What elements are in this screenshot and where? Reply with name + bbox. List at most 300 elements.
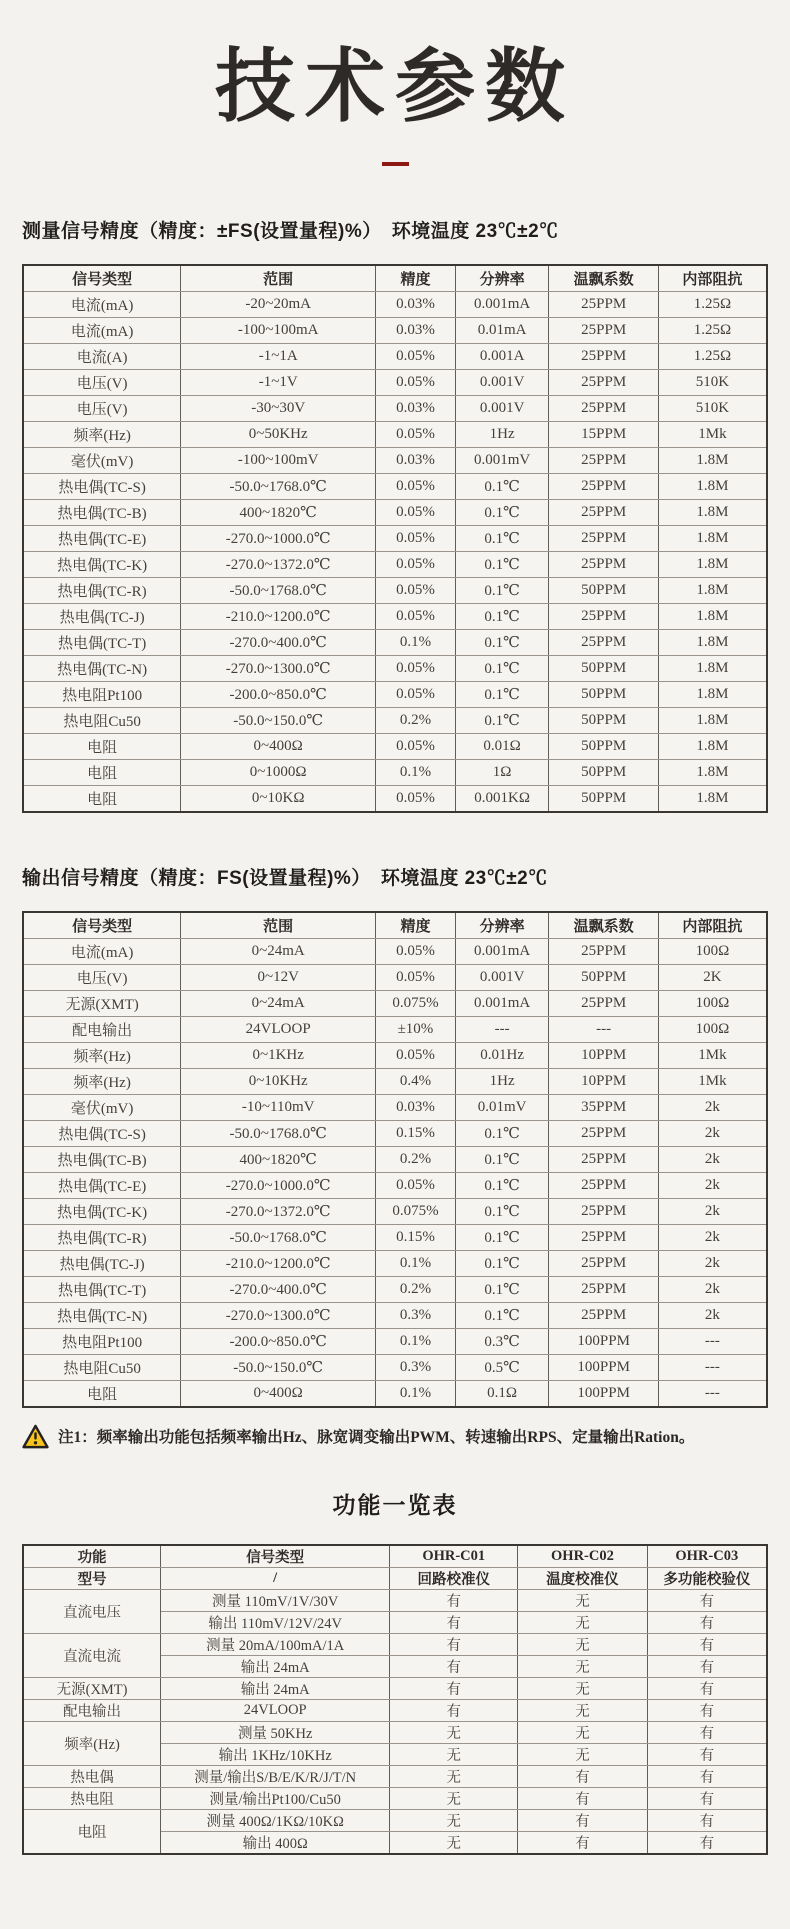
table-cell: 0.1% <box>376 629 456 655</box>
table-cell: 400~1820℃ <box>181 1146 376 1172</box>
table-row <box>23 938 767 964</box>
column-header: 温飘系数 <box>549 265 658 292</box>
table-cell: 25PPM <box>549 473 658 499</box>
table-cell: 测量 400Ω/1KΩ/10KΩ <box>161 1809 390 1831</box>
table-cell: 0.05% <box>376 681 456 707</box>
table-cell: 毫伏(mV) <box>23 1094 181 1120</box>
table-cell: 0.1℃ <box>455 1146 549 1172</box>
table-cell: 0.1℃ <box>455 1250 549 1276</box>
table-cell: 0.15% <box>376 1120 456 1146</box>
table-row <box>23 1787 767 1809</box>
table-cell: 1.8M <box>658 655 767 681</box>
table-row <box>23 655 767 681</box>
table-row <box>23 473 767 499</box>
table-cell: 100Ω <box>658 990 767 1016</box>
table-cell: 2K <box>658 964 767 990</box>
table-cell: 0~24mA <box>181 990 376 1016</box>
column-header: 内部阻抗 <box>658 265 767 292</box>
table-cell: 1Mk <box>658 421 767 447</box>
table-cell: 0.1℃ <box>455 629 549 655</box>
table-cell: 50PPM <box>549 655 658 681</box>
warning-triangle-icon <box>22 1424 49 1449</box>
table-cell: 0.001mA <box>455 938 549 964</box>
column-header: 信号类型 <box>23 912 181 939</box>
table-cell: -270.0~1000.0℃ <box>181 1172 376 1198</box>
table-cell: 100PPM <box>549 1328 658 1354</box>
column-header: 精度 <box>376 265 456 292</box>
table-cell: -50.0~1768.0℃ <box>181 577 376 603</box>
table-cell: -270.0~400.0℃ <box>181 1276 376 1302</box>
table-cell: 1Hz <box>455 421 549 447</box>
table-cell: 有 <box>647 1721 767 1743</box>
table-cell: 50PPM <box>549 681 658 707</box>
table-cell: 热电偶(TC-E) <box>23 1172 181 1198</box>
table-cell: 10PPM <box>549 1042 658 1068</box>
table-cell: 有 <box>647 1699 767 1721</box>
table-cell: 无 <box>518 1677 647 1699</box>
table-cell: 0.1℃ <box>455 655 549 681</box>
table-cell: 无 <box>518 1721 647 1743</box>
table-cell: 0.1℃ <box>455 707 549 733</box>
column-header: 信号类型 <box>23 265 181 292</box>
table-cell: 0.001V <box>455 964 549 990</box>
table-cell: 0.1℃ <box>455 1302 549 1328</box>
table-cell: 25PPM <box>549 551 658 577</box>
table-cell: 0.03% <box>376 1094 456 1120</box>
table-cell: 2k <box>658 1250 767 1276</box>
table-cell: 0.05% <box>376 577 456 603</box>
table-cell: 0.05% <box>376 964 456 990</box>
table-cell: 有 <box>390 1699 518 1721</box>
table-cell: 有 <box>647 1809 767 1831</box>
table-row <box>23 1094 767 1120</box>
table-cell: 热电偶(TC-E) <box>23 525 181 551</box>
header-row <box>23 912 767 939</box>
table-cell: ±10% <box>376 1016 456 1042</box>
table-cell: 1.8M <box>658 551 767 577</box>
table-row <box>23 1302 767 1328</box>
table-cell: 频率(Hz) <box>23 1068 181 1094</box>
column-header: OHR-C02 <box>518 1545 647 1568</box>
table-cell: 0.03% <box>376 447 456 473</box>
table-cell: 0.05% <box>376 785 456 812</box>
table-cell: 0.001mA <box>455 291 549 317</box>
table-cell: 测量 20mA/100mA/1A <box>161 1633 390 1655</box>
table-cell: 电压(V) <box>23 395 181 421</box>
table-cell: 25PPM <box>549 499 658 525</box>
column-header: 分辨率 <box>455 912 549 939</box>
table-cell: -200.0~850.0℃ <box>181 1328 376 1354</box>
table-cell: 0.3% <box>376 1354 456 1380</box>
table-cell: 50PPM <box>549 707 658 733</box>
table-cell: 有 <box>390 1589 518 1611</box>
table-row <box>23 1567 767 1589</box>
table-cell: 有 <box>647 1743 767 1765</box>
table-row <box>23 525 767 551</box>
table-cell: 无 <box>390 1787 518 1809</box>
table-cell: 0.15% <box>376 1224 456 1250</box>
table-cell: --- <box>658 1380 767 1407</box>
column-header: 功能 <box>23 1545 161 1568</box>
table-row <box>23 733 767 759</box>
table-cell: 热电偶 <box>23 1765 161 1787</box>
table-cell: 热电偶(TC-J) <box>23 603 181 629</box>
table-cell: 频率(Hz) <box>23 1042 181 1068</box>
column-header: 范围 <box>181 912 376 939</box>
table-cell: 50PPM <box>549 759 658 785</box>
table-cell: 10PPM <box>549 1068 658 1094</box>
table-cell: 0.05% <box>376 733 456 759</box>
table-cell: -210.0~1200.0℃ <box>181 603 376 629</box>
table-cell: 2k <box>658 1146 767 1172</box>
table-cell: 电流(mA) <box>23 317 181 343</box>
table-cell: -270.0~1372.0℃ <box>181 1198 376 1224</box>
table-cell: 热电偶(TC-J) <box>23 1250 181 1276</box>
table-cell: 有 <box>647 1677 767 1699</box>
table-row <box>23 990 767 1016</box>
table-cell: 0.075% <box>376 1198 456 1224</box>
table-cell: 15PPM <box>549 421 658 447</box>
table-row <box>23 1016 767 1042</box>
table-cell: 25PPM <box>549 317 658 343</box>
table-cell: 0~24mA <box>181 938 376 964</box>
table-cell: -100~100mV <box>181 447 376 473</box>
table-cell: 热电偶(TC-N) <box>23 1302 181 1328</box>
column-header: 精度 <box>376 912 456 939</box>
table-cell: 输出 24mA <box>161 1677 390 1699</box>
table-cell: 100PPM <box>549 1354 658 1380</box>
table-cell: 0.001V <box>455 369 549 395</box>
table-cell: 热电偶(TC-T) <box>23 1276 181 1302</box>
table-cell: 电阻 <box>23 733 181 759</box>
table-cell: 1.8M <box>658 499 767 525</box>
table-row <box>23 1765 767 1787</box>
table-cell: 1.8M <box>658 577 767 603</box>
table-cell: 0.1℃ <box>455 473 549 499</box>
table-cell: 热电偶(TC-S) <box>23 1120 181 1146</box>
table-cell: 50PPM <box>549 577 658 603</box>
table-cell: -210.0~1200.0℃ <box>181 1250 376 1276</box>
table-cell: 25PPM <box>549 938 658 964</box>
table-cell: 有 <box>647 1787 767 1809</box>
table-cell: 无 <box>518 1699 647 1721</box>
table-row <box>23 1328 767 1354</box>
table-cell: 0.1℃ <box>455 1276 549 1302</box>
table-cell: 35PPM <box>549 1094 658 1120</box>
table-cell: 0.05% <box>376 499 456 525</box>
table-row <box>23 1224 767 1250</box>
table-cell: 输出 400Ω <box>161 1831 390 1854</box>
table-cell: 测量/输出Pt100/Cu50 <box>161 1787 390 1809</box>
table-cell: --- <box>658 1328 767 1354</box>
page-title: 技术参数 <box>215 42 575 131</box>
table-cell: 热电偶(TC-T) <box>23 629 181 655</box>
table-cell: 24VLOOP <box>181 1016 376 1042</box>
table-cell: 0.03% <box>376 317 456 343</box>
table-cell: 有 <box>390 1677 518 1699</box>
table-cell: 0.05% <box>376 938 456 964</box>
table-cell: 0.1℃ <box>455 1198 549 1224</box>
table-row <box>23 1633 767 1655</box>
table-cell: --- <box>549 1016 658 1042</box>
table-cell: 热电偶(TC-R) <box>23 1224 181 1250</box>
table-cell: 50PPM <box>549 964 658 990</box>
column-header: 内部阻抗 <box>658 912 767 939</box>
column-header: 范围 <box>181 265 376 292</box>
table-cell: -270.0~1000.0℃ <box>181 525 376 551</box>
table-cell: 2k <box>658 1172 767 1198</box>
table-row <box>23 1146 767 1172</box>
table-cell: -50.0~150.0℃ <box>181 1354 376 1380</box>
table-cell: 1.25Ω <box>658 317 767 343</box>
table-cell: 1Hz <box>455 1068 549 1094</box>
table-cell: 0.1% <box>376 1250 456 1276</box>
table-cell: 0~1000Ω <box>181 759 376 785</box>
table-row <box>23 785 767 812</box>
table-row <box>23 1380 767 1407</box>
table-cell: 25PPM <box>549 525 658 551</box>
table-cell: -270.0~1300.0℃ <box>181 655 376 681</box>
table-cell: 0.1℃ <box>455 499 549 525</box>
table-cell: 频率(Hz) <box>23 1721 161 1765</box>
table-cell: 25PPM <box>549 1120 658 1146</box>
table-row <box>23 964 767 990</box>
table-cell: 1.8M <box>658 629 767 655</box>
table-cell: 输出 110mV/12V/24V <box>161 1611 390 1633</box>
table-row <box>23 1699 767 1721</box>
table-cell: 有 <box>647 1765 767 1787</box>
table-cell: 0~400Ω <box>181 1380 376 1407</box>
table-cell: 0.01mV <box>455 1094 549 1120</box>
table-cell: 测量 110mV/1V/30V <box>161 1589 390 1611</box>
table-cell: 0.001mA <box>455 990 549 1016</box>
table-cell: 0.05% <box>376 551 456 577</box>
table-cell: -270.0~1372.0℃ <box>181 551 376 577</box>
table-cell: 25PPM <box>549 603 658 629</box>
table-cell: 2k <box>658 1302 767 1328</box>
table-row <box>23 421 767 447</box>
table-cell: 0.05% <box>376 473 456 499</box>
table-cell: 0.03% <box>376 395 456 421</box>
table-row <box>23 577 767 603</box>
table-cell: 有 <box>647 1831 767 1854</box>
table-row <box>23 1198 767 1224</box>
table-cell: 2k <box>658 1224 767 1250</box>
table-cell: 25PPM <box>549 1198 658 1224</box>
table-row <box>23 447 767 473</box>
table-cell: 1.8M <box>658 525 767 551</box>
table-cell: 1Mk <box>658 1068 767 1094</box>
table-cell: 测量/输出S/B/E/K/R/J/T/N <box>161 1765 390 1787</box>
table-cell: 1.8M <box>658 707 767 733</box>
table-cell: -1~1V <box>181 369 376 395</box>
table-cell: 510K <box>658 369 767 395</box>
table-cell: 0.1℃ <box>455 525 549 551</box>
table-cell: 电压(V) <box>23 369 181 395</box>
table-cell: 有 <box>518 1765 647 1787</box>
table-cell: 电阻 <box>23 785 181 812</box>
table-cell: 0.05% <box>376 421 456 447</box>
table-cell: 型号 <box>23 1567 161 1589</box>
table-row <box>23 551 767 577</box>
table-cell: 25PPM <box>549 1224 658 1250</box>
column-header: OHR-C03 <box>647 1545 767 1568</box>
table-cell: 1.8M <box>658 785 767 812</box>
table-cell: 0.001mV <box>455 447 549 473</box>
table-cell: 毫伏(mV) <box>23 447 181 473</box>
table-cell: 50PPM <box>549 785 658 812</box>
table-cell: 0.2% <box>376 1276 456 1302</box>
table-cell: 25PPM <box>549 1250 658 1276</box>
table-cell: 配电输出 <box>23 1699 161 1721</box>
table-cell: 0.1Ω <box>455 1380 549 1407</box>
table-cell: 多功能校验仪 <box>647 1567 767 1589</box>
table-cell: 热电偶(TC-K) <box>23 1198 181 1224</box>
table-cell: 25PPM <box>549 1146 658 1172</box>
table-row <box>23 1276 767 1302</box>
table-row <box>23 291 767 317</box>
table-cell: 0.2% <box>376 1146 456 1172</box>
table-cell: 电压(V) <box>23 964 181 990</box>
table-cell: 热电偶(TC-R) <box>23 577 181 603</box>
table-cell: 无 <box>518 1633 647 1655</box>
table-cell: 0.05% <box>376 1042 456 1068</box>
table-cell: 无 <box>390 1743 518 1765</box>
column-header: OHR-C01 <box>390 1545 518 1568</box>
table-cell: 0.05% <box>376 1172 456 1198</box>
table-cell: 无 <box>518 1611 647 1633</box>
table-cell: 有 <box>647 1611 767 1633</box>
table-row <box>23 395 767 421</box>
column-header: 分辨率 <box>455 265 549 292</box>
table-row <box>23 499 767 525</box>
table-cell: -50.0~1768.0℃ <box>181 1224 376 1250</box>
table-cell: 0.05% <box>376 343 456 369</box>
table-cell: 测量 50KHz <box>161 1721 390 1743</box>
table-cell: 频率(Hz) <box>23 421 181 447</box>
table-cell: 有 <box>518 1787 647 1809</box>
table-cell: 输出 24mA <box>161 1655 390 1677</box>
table-cell: 电阻 <box>23 1809 161 1854</box>
table-row <box>23 369 767 395</box>
table-cell: 0.01Hz <box>455 1042 549 1068</box>
table-cell: 热电阻Pt100 <box>23 681 181 707</box>
table-cell: --- <box>455 1016 549 1042</box>
table-cell: 0.1℃ <box>455 681 549 707</box>
table-cell: 热电阻Pt100 <box>23 1328 181 1354</box>
table-cell: 有 <box>647 1633 767 1655</box>
measure-spec-table <box>22 264 768 813</box>
table-cell: 0.3℃ <box>455 1328 549 1354</box>
table-row <box>23 1172 767 1198</box>
table-cell: -30~30V <box>181 395 376 421</box>
table-cell: 0.01Ω <box>455 733 549 759</box>
table-cell: 热电偶(TC-B) <box>23 499 181 525</box>
table-cell: -20~20mA <box>181 291 376 317</box>
functions-heading: 功能一览表 <box>332 1491 458 1518</box>
table-cell: 温度校准仪 <box>518 1567 647 1589</box>
measure-section-heading: 测量信号精度（精度：±FS(设置量程)%） 环境温度 23℃±2℃ <box>22 220 559 242</box>
table-cell: -50.0~150.0℃ <box>181 707 376 733</box>
table-cell: 热电偶(TC-N) <box>23 655 181 681</box>
table-cell: --- <box>658 1354 767 1380</box>
table-cell: 1.8M <box>658 733 767 759</box>
table-cell: 0.001V <box>455 395 549 421</box>
note-text: 注1：频率输出功能包括频率输出Hz、脉宽调变输出PWM、转速输出RPS、定量输出Ration。 <box>58 1429 695 1447</box>
table-row <box>23 343 767 369</box>
table-cell: 有 <box>390 1655 518 1677</box>
table-cell: 热电阻Cu50 <box>23 1354 181 1380</box>
table-cell: 0.075% <box>376 990 456 1016</box>
table-cell: 100Ω <box>658 1016 767 1042</box>
table-cell: 25PPM <box>549 343 658 369</box>
table-cell: 25PPM <box>549 1276 658 1302</box>
table-cell: 0~12V <box>181 964 376 990</box>
table-cell: 0.1% <box>376 1328 456 1354</box>
table-cell: 电流(mA) <box>23 291 181 317</box>
table-cell: 无 <box>390 1721 518 1743</box>
table-cell: 直流电压 <box>23 1589 161 1633</box>
table-cell: -200.0~850.0℃ <box>181 681 376 707</box>
table-cell: 配电输出 <box>23 1016 181 1042</box>
table-cell: 25PPM <box>549 1172 658 1198</box>
table-cell: 0.2% <box>376 707 456 733</box>
output-spec-table <box>22 911 768 1408</box>
table-row <box>23 603 767 629</box>
table-cell: 2k <box>658 1198 767 1224</box>
table-cell: 0.1℃ <box>455 1172 549 1198</box>
table-row <box>23 1042 767 1068</box>
table-cell: -10~110mV <box>181 1094 376 1120</box>
table-cell: 无 <box>518 1589 647 1611</box>
table-cell: 有 <box>647 1655 767 1677</box>
table-cell: 0.5℃ <box>455 1354 549 1380</box>
table-cell: 25PPM <box>549 395 658 421</box>
table-cell: -270.0~400.0℃ <box>181 629 376 655</box>
table-cell: 1.8M <box>658 681 767 707</box>
table-cell: 无源(XMT) <box>23 990 181 1016</box>
table-cell: 1Mk <box>658 1042 767 1068</box>
table-cell: 0.01mA <box>455 317 549 343</box>
table-row <box>23 1589 767 1611</box>
table-cell: 0.1℃ <box>455 551 549 577</box>
title-divider <box>382 162 409 166</box>
table-cell: 无 <box>390 1809 518 1831</box>
table-cell: 0.4% <box>376 1068 456 1094</box>
table-cell: / <box>161 1567 390 1589</box>
table-cell: 电流(A) <box>23 343 181 369</box>
header-row <box>23 265 767 292</box>
table-cell: 100Ω <box>658 938 767 964</box>
table-cell: -270.0~1300.0℃ <box>181 1302 376 1328</box>
table-cell: -50.0~1768.0℃ <box>181 1120 376 1146</box>
table-cell: 0~10KHz <box>181 1068 376 1094</box>
table-cell: 直流电流 <box>23 1633 161 1677</box>
table-cell: 0~400Ω <box>181 733 376 759</box>
table-cell: -100~100mA <box>181 317 376 343</box>
column-header: 信号类型 <box>161 1545 390 1568</box>
table-cell: 0.05% <box>376 603 456 629</box>
table-cell: 510K <box>658 395 767 421</box>
table-cell: 0.001KΩ <box>455 785 549 812</box>
table-cell: 25PPM <box>549 629 658 655</box>
table-cell: -1~1A <box>181 343 376 369</box>
table-row <box>23 1068 767 1094</box>
table-cell: 0.1℃ <box>455 603 549 629</box>
table-cell: 无 <box>518 1655 647 1677</box>
table-cell: 400~1820℃ <box>181 499 376 525</box>
table-cell: 1.8M <box>658 759 767 785</box>
